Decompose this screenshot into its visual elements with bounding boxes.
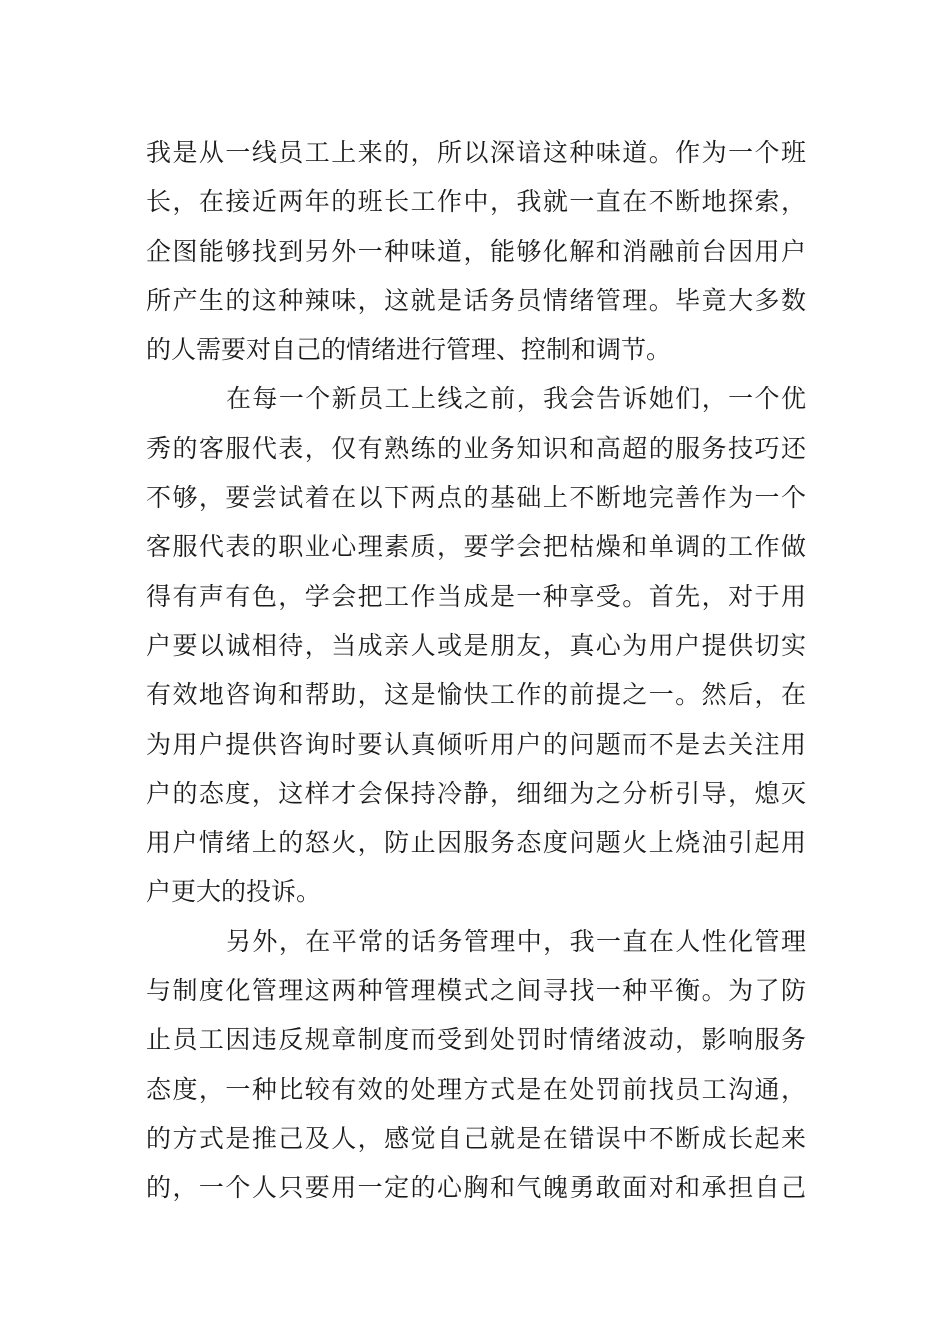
text-line: 得有声有色，学会把工作当成是一种享受。首先，对于用 — [146, 581, 806, 611]
text-line: 户的态度，这样才会保持冷静，细细为之分析引导，熄灭 — [146, 778, 806, 808]
text-line: 户要以诚相待，当成亲人或是朋友，真心为用户提供切实 — [146, 630, 806, 660]
text-line: 所产生的这种辣味，这就是话务员情绪管理。毕竟大多数 — [146, 285, 806, 315]
text-line: 企图能够找到另外一种味道，能够化解和消融前台因用户 — [146, 236, 806, 266]
text-line: 长，在接近两年的班长工作中，我就一直在不断地探索， — [146, 187, 806, 217]
text-line: 的人需要对自己的情绪进行管理、控制和调节。 — [146, 335, 672, 365]
text-line: 在每一个新员工上线之前，我会告诉她们，一个优 — [226, 384, 806, 414]
text-line: 户更大的投诉。 — [146, 877, 322, 907]
text-line: 用户情绪上的怒火，防止因服务态度问题火上烧油引起用 — [146, 828, 806, 858]
text-line: 我是从一线员工上来的，所以深谙这种味道。作为一个班 — [146, 138, 806, 167]
text-line: 有效地咨询和帮助，这是愉快工作的前提之一。然后，在 — [146, 680, 806, 710]
body-text — [146, 128, 806, 1213]
text-line: 与制度化管理这两种管理模式之间寻找一种平衡。为了防 — [146, 976, 806, 1006]
text-line: 秀的客服代表，仅有熟练的业务知识和高超的服务技巧还 — [146, 433, 806, 463]
text-line: 止员工因违反规章制度而受到处罚时情绪波动，影响服务 — [146, 1025, 806, 1055]
text-line: 另外，在平常的话务管理中，我一直在人性化管理 — [226, 926, 806, 956]
text-line: 的方式是推己及人，感觉自己就是在错误中不断成长起来 — [146, 1123, 806, 1153]
text-line: 的，一个人只要用一定的心胸和气魄勇敢面对和承担自己 — [146, 1173, 806, 1203]
text-line: 客服代表的职业心理素质，要学会把枯燥和单调的工作做 — [146, 532, 806, 562]
text-line: 为用户提供咨询时要认真倾听用户的问题而不是去关注用 — [146, 729, 806, 759]
text-line: 不够，要尝试着在以下两点的基础上不断地完善作为一个 — [146, 483, 806, 513]
text-line: 态度，一种比较有效的处理方式是在处罚前找员工沟通， — [146, 1074, 806, 1104]
